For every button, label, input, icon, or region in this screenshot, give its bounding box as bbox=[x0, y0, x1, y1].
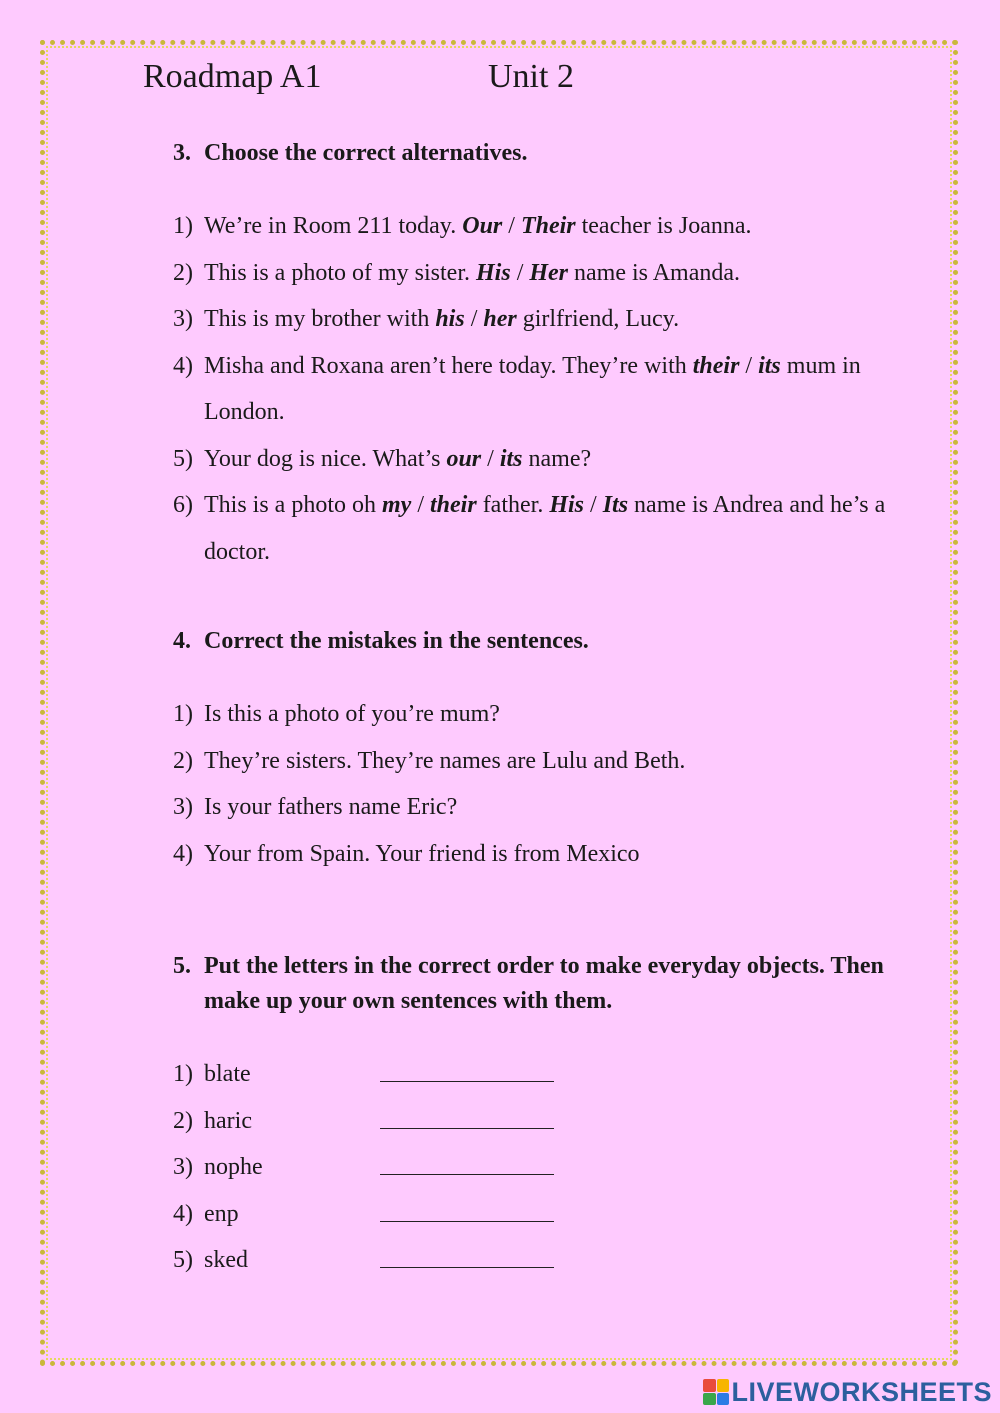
item-number: 1) bbox=[173, 701, 193, 727]
answer-blank[interactable] bbox=[380, 1191, 554, 1222]
answer-blank[interactable] bbox=[380, 1051, 554, 1082]
exercise-item bbox=[173, 482, 933, 575]
section-5-title bbox=[173, 949, 918, 1019]
scrambled-word: nophe bbox=[204, 1154, 263, 1180]
item-number: 2) bbox=[173, 259, 193, 286]
item-number: 1) bbox=[173, 1061, 193, 1087]
answer-option[interactable]: Its bbox=[602, 492, 629, 518]
answer-option[interactable]: its bbox=[499, 445, 523, 472]
section-number: 3. bbox=[173, 140, 191, 166]
item-number: 5) bbox=[173, 1247, 193, 1273]
section-4 bbox=[173, 624, 933, 877]
unscramble-item bbox=[173, 1237, 918, 1284]
exercise-item bbox=[173, 203, 933, 250]
item-sentence: This is a photo of my sister. His / Her name is Amanda. bbox=[204, 259, 740, 286]
exercise-item bbox=[173, 738, 933, 785]
answer-option[interactable]: her bbox=[483, 306, 517, 332]
liveworksheets-logo bbox=[703, 1377, 992, 1407]
answer-blank[interactable] bbox=[380, 1098, 554, 1129]
exercise-item bbox=[173, 250, 933, 297]
item-sentence: This is a photo oh my / their father. His / Its name is Andrea and he’s a doctor. bbox=[204, 492, 886, 565]
item-number: 4) bbox=[173, 352, 193, 379]
item-number: 3) bbox=[173, 794, 193, 820]
exercise-item bbox=[173, 436, 933, 483]
exercise-item bbox=[173, 831, 933, 878]
answer-option[interactable]: their bbox=[430, 492, 477, 518]
section-3 bbox=[173, 136, 933, 575]
item-sentence: Your dog is nice. What’s our / its name? bbox=[204, 445, 592, 472]
unscramble-item bbox=[173, 1191, 918, 1238]
answer-option[interactable]: His bbox=[476, 259, 511, 286]
answer-option[interactable]: His bbox=[549, 492, 585, 518]
item-number: 4) bbox=[173, 1200, 193, 1227]
answer-blank[interactable] bbox=[380, 1237, 554, 1268]
answer-option[interactable]: Their bbox=[520, 213, 576, 239]
section-3-items bbox=[173, 203, 933, 575]
item-sentence: Is this a photo of you’re mum? bbox=[204, 701, 500, 727]
answer-option[interactable]: its bbox=[758, 352, 781, 379]
liveworksheets-logo-icon bbox=[703, 1379, 729, 1405]
item-sentence: They’re sisters. They’re names are Lulu and Beth. bbox=[204, 747, 686, 774]
item-sentence: Misha and Roxana aren’t here today. They’re with their / its mum in London. bbox=[204, 352, 861, 425]
answer-blank[interactable] bbox=[380, 1144, 554, 1175]
item-sentence: Your from Spain. Your friend is from Mexico bbox=[204, 840, 640, 867]
answer-option[interactable]: their bbox=[692, 352, 740, 379]
unscramble-item bbox=[173, 1098, 918, 1145]
section-5-items bbox=[173, 1051, 918, 1284]
item-number: 2) bbox=[173, 1107, 193, 1134]
answer-option[interactable]: Our bbox=[462, 213, 503, 239]
logo-text: LIVEWORKSHEETS bbox=[731, 1376, 992, 1407]
item-sentence: This is my brother with his / her girlfriend, Lucy. bbox=[204, 306, 680, 332]
exercise-item bbox=[173, 691, 933, 738]
item-number: 6) bbox=[173, 492, 193, 518]
item-number: 5) bbox=[173, 445, 193, 472]
section-3-title bbox=[173, 136, 933, 171]
exercise-item bbox=[173, 784, 933, 831]
item-sentence: Is your fathers name Eric? bbox=[204, 794, 458, 820]
unscramble-item bbox=[173, 1144, 918, 1191]
unscramble-item bbox=[173, 1051, 918, 1098]
worksheet-header bbox=[143, 58, 574, 96]
scrambled-word: enp bbox=[204, 1200, 239, 1227]
section-number: 4. bbox=[173, 628, 191, 654]
unit-title: Unit 2 bbox=[488, 58, 574, 95]
section-4-items bbox=[173, 691, 933, 877]
scrambled-word: blate bbox=[204, 1061, 251, 1087]
section-number: 5. bbox=[173, 953, 191, 979]
scrambled-word: sked bbox=[204, 1247, 248, 1273]
answer-option[interactable]: his bbox=[435, 306, 465, 332]
section-heading: Correct the mistakes in the sentences. bbox=[204, 628, 589, 654]
item-number: 2) bbox=[173, 747, 193, 774]
exercise-item bbox=[173, 296, 933, 343]
item-number: 1) bbox=[173, 213, 193, 239]
item-sentence: We’re in Room 211 today. Our / Their teacher is Joanna. bbox=[204, 213, 752, 239]
section-heading: Put the letters in the correct order to make everyday objects. Then make up your own sentences with them. bbox=[204, 953, 884, 1014]
book-title: Roadmap A1 bbox=[143, 58, 322, 95]
item-number: 3) bbox=[173, 306, 193, 332]
section-heading: Choose the correct alternatives. bbox=[204, 140, 528, 166]
answer-option[interactable]: our bbox=[446, 445, 482, 472]
section-4-title bbox=[173, 624, 933, 659]
item-number: 4) bbox=[173, 840, 193, 867]
section-5 bbox=[173, 949, 918, 1284]
scrambled-word: haric bbox=[204, 1107, 252, 1134]
exercise-item bbox=[173, 343, 933, 436]
answer-option[interactable]: Her bbox=[529, 259, 569, 286]
item-number: 3) bbox=[173, 1154, 193, 1180]
answer-option[interactable]: my bbox=[382, 492, 412, 518]
